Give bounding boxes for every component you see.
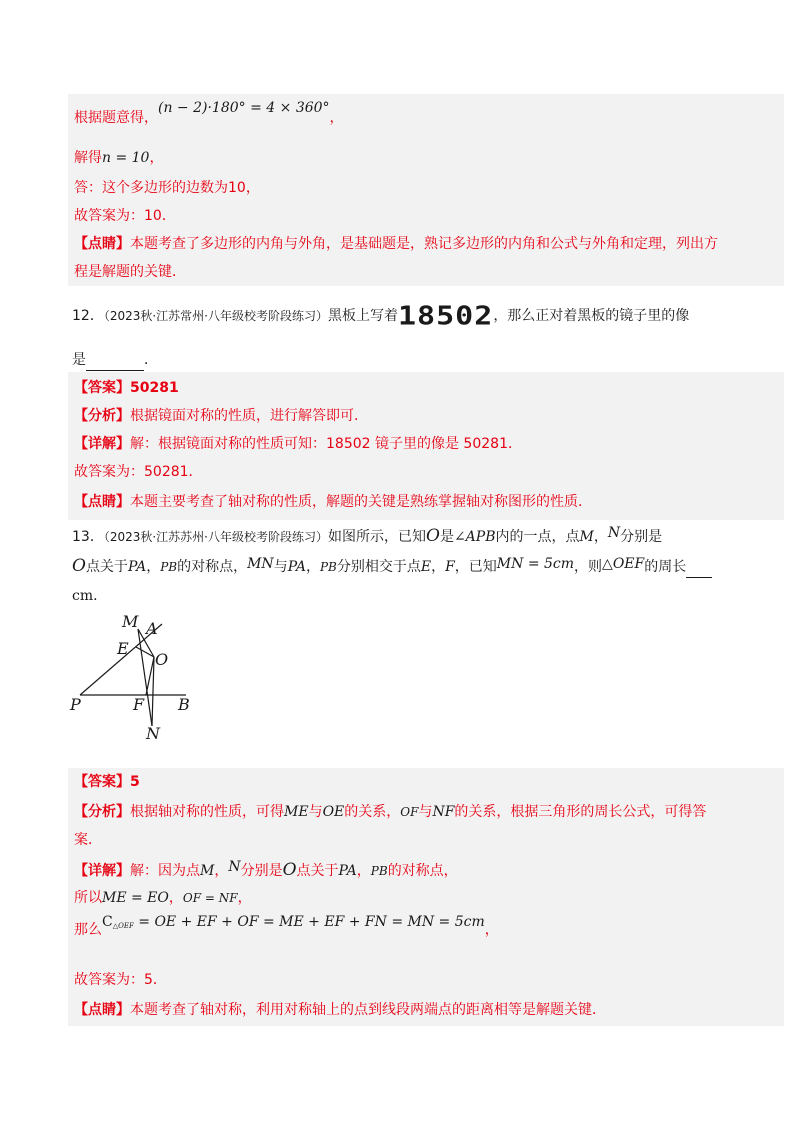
text: 分别是: [240, 863, 283, 879]
text: 与: [308, 804, 323, 820]
text: 点关于: [296, 863, 339, 879]
var: O: [72, 556, 86, 576]
text: 所以: [74, 890, 102, 906]
question-12: [72, 301, 690, 332]
var: E: [420, 559, 432, 575]
text: 本题考查了轴对称，利用对称轴上的点到线段两端点的距离相等是解题关键．: [130, 1002, 606, 1018]
text: 与: [418, 804, 433, 820]
xiangjie-line: [74, 434, 522, 454]
answer-value: 5: [130, 774, 140, 790]
equation: (n − 2)·180° = 4 × 360°: [158, 100, 330, 116]
text: 的周长: [644, 559, 687, 575]
var: ∠APB: [453, 529, 496, 545]
dianjing-tag: 【点睛】: [74, 1002, 130, 1018]
text: 解得: [74, 150, 102, 166]
label-O: O: [155, 650, 169, 669]
text: ，: [484, 922, 499, 938]
equation: MN = 5cm: [496, 556, 575, 572]
answer-line: [74, 378, 179, 398]
equation: OF = NF: [182, 891, 238, 905]
var: NF: [432, 804, 455, 820]
var: O: [282, 860, 297, 880]
dianjing-line: [74, 492, 592, 512]
text: 的关系，根据三角形的周长公式，可得答: [454, 804, 707, 820]
var: △OEF: [602, 556, 645, 572]
text: ，那么正对着黑板的镜子里的像: [493, 308, 690, 324]
geometry-figure: [66, 612, 206, 742]
var: F: [445, 559, 455, 575]
unit: cm: [72, 588, 94, 604]
question-number: 12．: [72, 308, 104, 324]
answer-tag: 【答案】: [74, 774, 130, 790]
fenxi-tag: 【分析】: [74, 408, 130, 424]
answer-blank[interactable]: [686, 557, 712, 578]
text: ，已知: [454, 559, 497, 575]
equation: ME = EO: [102, 890, 169, 906]
var: OF: [400, 805, 419, 819]
equation-symbol: C: [102, 914, 113, 930]
dianjing-line: [74, 1000, 606, 1020]
text: ，: [214, 863, 229, 879]
text: 那么: [74, 922, 102, 938]
label-E: E: [117, 639, 129, 658]
text: 内的一点，点: [495, 529, 580, 545]
xiangjie-tag: 【详解】: [74, 863, 130, 879]
var: O: [426, 526, 440, 546]
text: ，: [431, 559, 446, 575]
answer-value: 50281: [130, 380, 179, 396]
var: PA: [287, 559, 306, 575]
var: PB: [160, 560, 178, 574]
var: M: [579, 529, 594, 545]
equation: = OE + EF + OF = ME + EF + FN = MN = 5cm: [133, 914, 485, 930]
var: ME: [284, 804, 309, 820]
text: ．: [93, 588, 108, 604]
var: N: [228, 859, 241, 875]
answer-line: 答：这个多边形的边数为10，: [74, 180, 260, 196]
text: 根据题意得，: [74, 110, 158, 126]
xiangjie-tag: 【详解】: [74, 436, 130, 452]
var: PA: [338, 863, 357, 879]
text: 本题主要考查了轴对称的性质，解题的关键是熟练掌握轴对称图形的性质．: [130, 494, 592, 510]
label-A: A: [146, 619, 158, 638]
dianjing-line: [74, 234, 718, 254]
text: ，则: [574, 559, 603, 575]
label-N: N: [146, 724, 160, 742]
xiangjie-line-2: [74, 888, 252, 908]
var: PB: [370, 864, 388, 878]
text: 分别是: [620, 529, 663, 545]
text: ，: [356, 863, 371, 879]
text: 解：根据镜面对称的性质可知：18502 镜子里的像是 50281．: [130, 436, 522, 452]
answer-line: 故答案为：5．: [74, 972, 167, 988]
answer-line: 故答案为：50281．: [74, 464, 203, 480]
var: N: [607, 525, 621, 541]
var: OE: [322, 804, 345, 820]
question-source: （2023秋·江苏常州·八年级校考阶段练习）: [103, 309, 328, 323]
answer-line: 故答案为：10．: [74, 208, 176, 224]
text: 与: [273, 559, 288, 575]
dianjing-tag: 【点睛】: [74, 236, 130, 252]
label-B: B: [178, 695, 190, 714]
fenxi-line: [74, 802, 706, 822]
solution-line: [74, 148, 163, 168]
question-number: 13．: [72, 529, 104, 545]
text: 的关系，: [344, 804, 401, 820]
equation-subscript: △OEF: [112, 922, 134, 930]
text: ，: [149, 150, 164, 166]
fenxi-line: [74, 406, 368, 426]
question-source: （2023秋·江苏苏州·八年级校考阶段练习）: [103, 530, 328, 544]
xiangjie-line-3: [74, 914, 499, 942]
var: PA: [127, 559, 147, 575]
text: 的对称点，: [387, 863, 458, 879]
answer-blank[interactable]: [86, 350, 144, 371]
var: M: [200, 863, 215, 879]
question-13-line-2: [72, 556, 712, 578]
solution-line: [74, 100, 344, 128]
text: 是: [439, 529, 454, 545]
text: ，: [593, 529, 608, 545]
dianjing-tag: 【点睛】: [74, 494, 130, 510]
text: 的对称点，: [177, 559, 248, 575]
question-12-line-2: [72, 350, 158, 371]
text: 根据镜面对称的性质，进行解答即可．: [130, 408, 368, 424]
text: ，: [305, 559, 320, 575]
fenxi-line-2: 案．: [74, 832, 102, 848]
equation: n = 10: [102, 150, 150, 166]
blackboard-number: 18502: [398, 301, 494, 332]
text: 解：因为点: [130, 863, 200, 879]
fenxi-tag: 【分析】: [74, 804, 130, 820]
text: 如图所示，已知: [328, 529, 426, 545]
text: ，: [329, 110, 344, 126]
var: PB: [319, 560, 337, 574]
text: 根据轴对称的性质，可得: [130, 804, 284, 820]
text: 分别相交于点: [336, 559, 421, 575]
label-P: P: [70, 695, 81, 714]
solution-block-13: [68, 768, 784, 1026]
text: 点关于: [85, 559, 128, 575]
text: ，: [168, 890, 183, 906]
dianjing-line-2: 程是解题的关键．: [74, 264, 186, 280]
xiangjie-line: [74, 860, 458, 881]
label-F: F: [133, 695, 145, 714]
question-13: [72, 526, 662, 547]
answer-tag: 【答案】: [74, 380, 130, 396]
solution-block-11: [68, 94, 784, 286]
answer-line: [74, 772, 140, 792]
label-M: M: [122, 612, 139, 631]
text: ．: [144, 352, 158, 368]
text: ，: [146, 559, 161, 575]
text: 本题考查了多边形的内角与外角，是基础题是，熟记多边形的内角和公式与外角和定理，列出方: [130, 236, 718, 252]
var: MN: [247, 556, 274, 572]
text: 黑板上写着: [328, 308, 398, 324]
text: ，: [237, 890, 252, 906]
question-13-line-3: [72, 586, 107, 606]
solution-block-12: [68, 372, 784, 520]
text: 是: [72, 352, 86, 368]
